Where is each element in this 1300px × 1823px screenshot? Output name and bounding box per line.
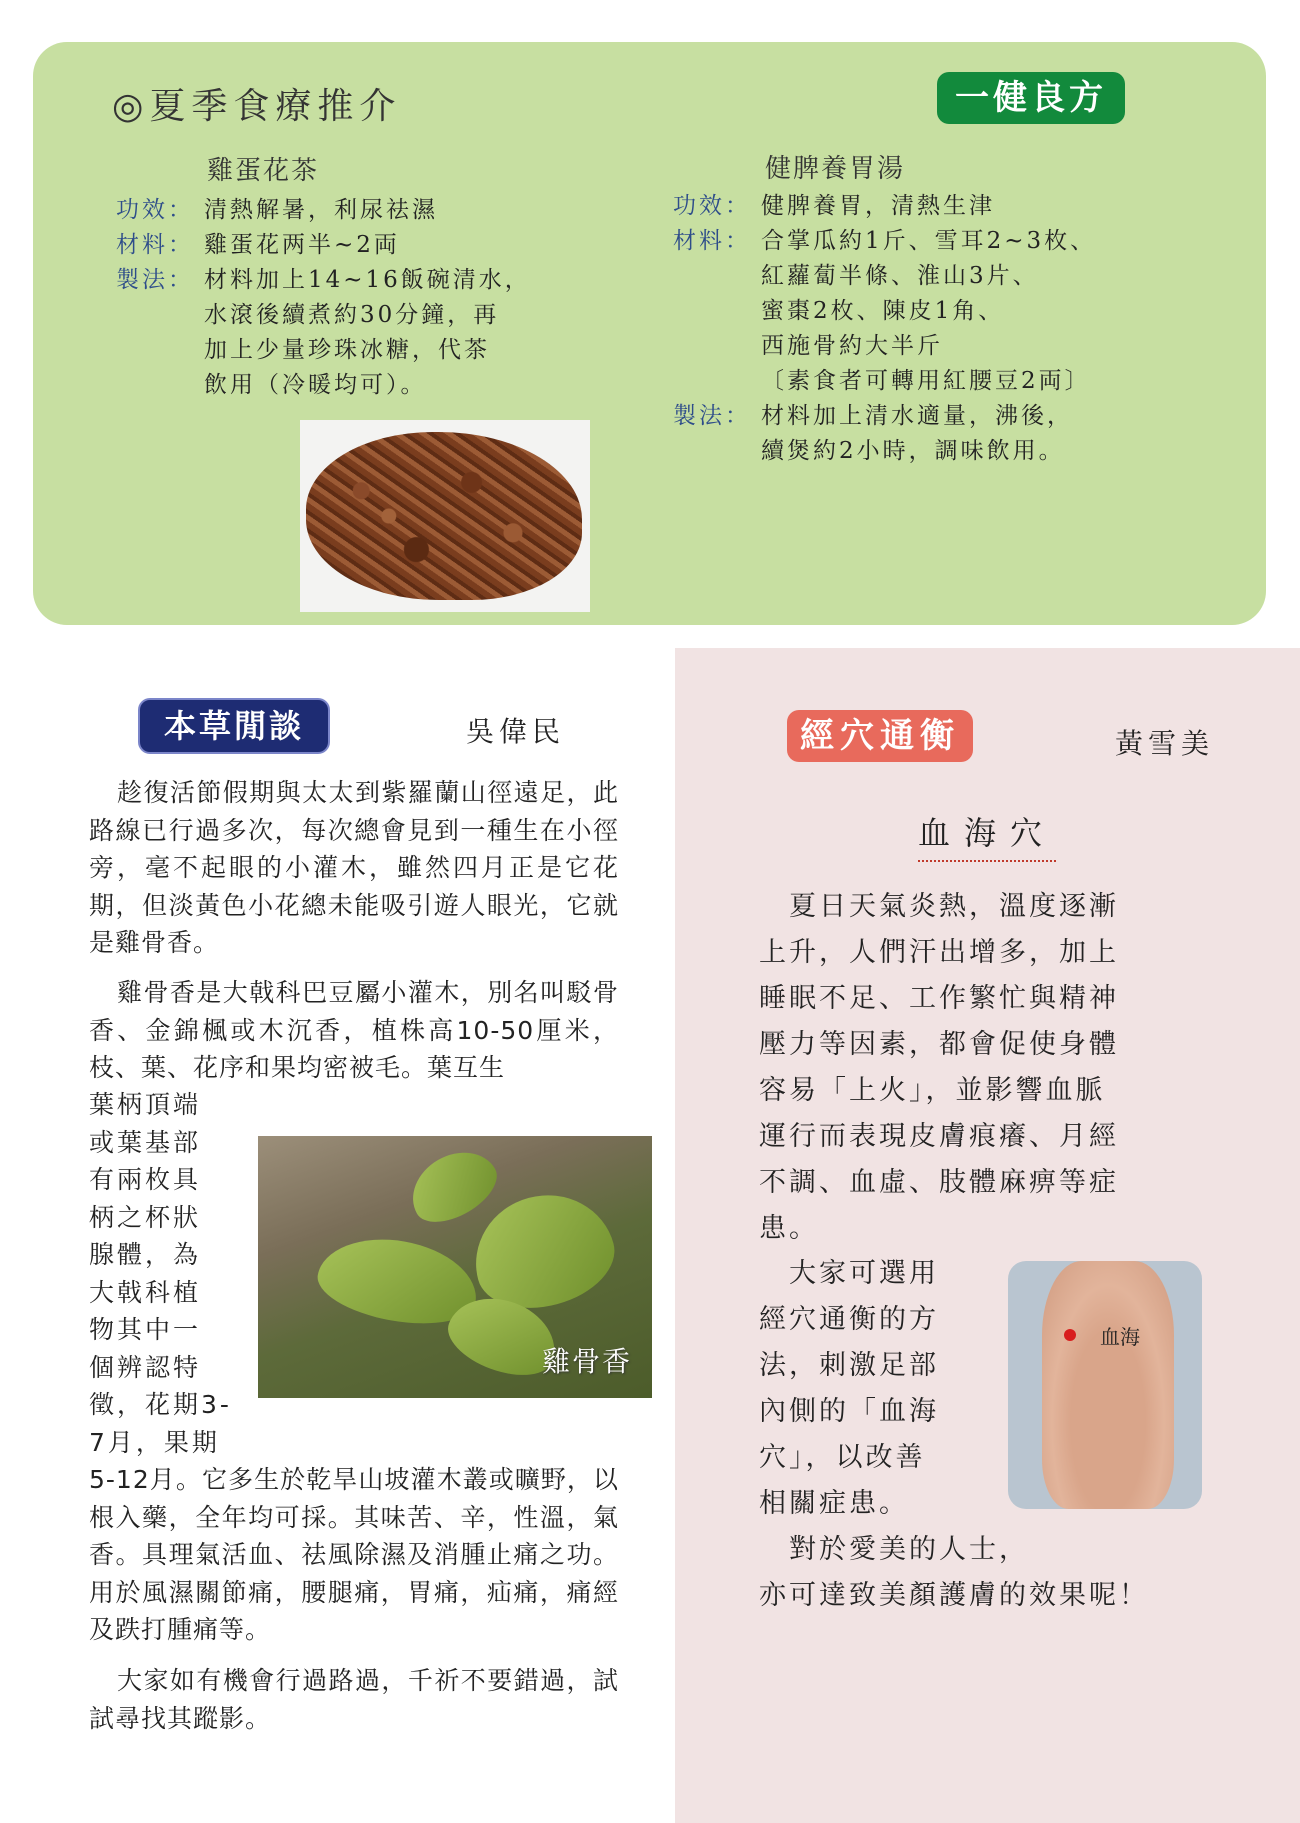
- recipe-material-row: [673, 224, 1233, 399]
- column-tag-acupoint: 經穴通衡: [787, 710, 973, 762]
- recipe-effect: 健脾養胃，清熱生津: [761, 193, 995, 219]
- section-title: ◎夏季食療推介: [112, 86, 402, 127]
- recipe-name: 健脾養胃湯: [765, 154, 906, 184]
- dried-flower-photo: [300, 420, 590, 612]
- leg-image: [1042, 1261, 1174, 1509]
- recipe-effect-row: [116, 193, 556, 228]
- author-name: 黃雪美: [1115, 727, 1215, 760]
- acupoint-paragraph: 大家可選用 經穴通衡的方 法，刺激足部 內側的「血海 穴」，以改善 相關症患。: [759, 1258, 939, 1519]
- dried-flower-image: [306, 432, 582, 600]
- article-paragraph: 大家如有機會行過路過，千祈不要錯過，試試尋找其蹤影。: [89, 1666, 619, 1733]
- plant-photo: [258, 1136, 652, 1398]
- recipe-name: 雞蛋花茶: [207, 156, 320, 186]
- leaf-shape: [399, 1138, 507, 1235]
- acupoint-marker: [1064, 1329, 1076, 1341]
- acupoint-paragraph: 對於愛美的人士， 亦可達致美顏護膚的效果呢！: [759, 1534, 1149, 1611]
- recipe-material: 雞蛋花两半~2両: [204, 232, 400, 258]
- knee-photo: [1008, 1261, 1202, 1509]
- recipe-method-row: [116, 263, 576, 403]
- recipe-effect: 清熱解暑，利尿祛濕: [204, 197, 438, 223]
- label: 製法：: [116, 267, 194, 293]
- recipe-material: 合掌瓜約1斤、雪耳2~3枚、 紅蘿蔔半條、淮山3片、 蜜棗2枚、陳皮1角、 西施骨約大半斤 〔素食者可轉用紅腰豆2両〕: [761, 228, 1097, 394]
- label: 材料：: [116, 232, 194, 258]
- acupoint-paragraph: 夏日天氣炎熱，溫度逐漸 上升，人們汗出增多，加上 睡眠不足、工作繁忙與精神 壓力等因素，都會促使身體 容易「上火」，並影響血脈 運行而表現皮膚痕癢、月經 不調、血虛、肢體麻痹等症 患。: [759, 891, 1119, 1244]
- article-paragraph: 雞骨香是大戟科巴豆屬小灌木，別名叫駁骨香、金錦楓或木沉香，植株高10-50厘米，枝、葉、花序和果均密被毛。葉互生: [89, 978, 619, 1082]
- column-tag-herb-talk: 本草閒談: [138, 698, 330, 754]
- acupoint-label: 血海: [1100, 1325, 1140, 1349]
- photo-caption: 雞骨香: [541, 1345, 632, 1378]
- recipe-method: 材料加上清水適量，沸後， 續煲約2小時，調味飲用。: [761, 403, 1073, 464]
- label: 製法：: [673, 403, 751, 429]
- label: 功效：: [673, 193, 751, 219]
- label: 材料：: [673, 228, 751, 254]
- recipe-effect-row: [673, 189, 1233, 224]
- recipe-method-row: [673, 399, 1233, 469]
- acupoint-title: 血海穴: [918, 808, 1056, 862]
- author-name: 吳偉民: [466, 715, 566, 748]
- recipe-material-row: [116, 228, 556, 263]
- recipe-method: 材料加上14~16飯碗清水， 水滾後續煮約30分鐘，再 加上少量珍珠冰糖，代茶 飲用（冷暖均可）。: [204, 267, 531, 398]
- article-paragraph-wrap: 葉柄頂端 或葉基部 有兩枚具 柄之杯狀 腺體，為 大戟科植 物其中一 個辨認特 徵，花期3- 7月，果期: [89, 1090, 232, 1457]
- article-paragraph: 5-12月。它多生於乾旱山坡灌木叢或曠野，以根入藥，全年均可採。其味苦、辛，性溫，氣香。具理氣活血、祛風除濕及消腫止痛之功。用於風濕關節痛，腰腿痛，胃痛，疝痛，痛經及跌打腫痛等。: [89, 1465, 619, 1644]
- label: 功效：: [116, 197, 194, 223]
- column-tag-good-recipe: 一健良方: [937, 72, 1125, 124]
- article-paragraph: 趁復活節假期與太太到紫羅蘭山徑遠足，此路線已行過多次，每次總會見到一種生在小徑旁，毫不起眼的小灌木，雖然四月正是它花期，但淡黃色小花總未能吸引遊人眼光，它就是雞骨香。: [89, 778, 619, 957]
